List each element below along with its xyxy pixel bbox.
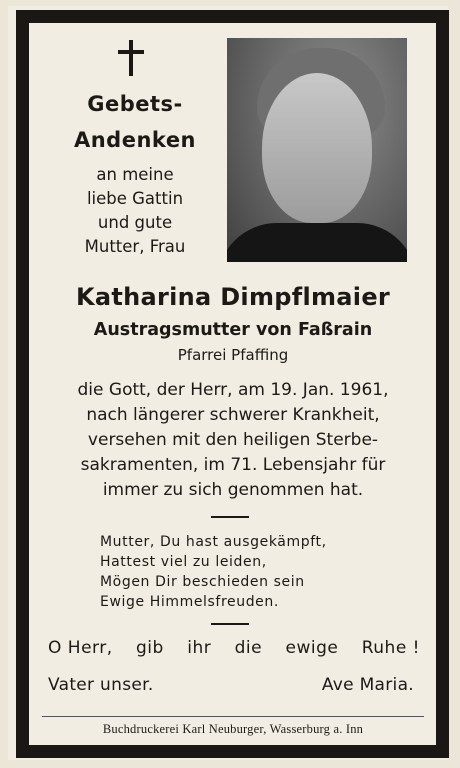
deceased-role: Austragsmutter von Faßrain [93,320,373,340]
body-line-3: versehen mit den heiligen Sterbe- [87,430,379,450]
intro-line-1: an meine [96,165,174,184]
parish: Pfarrei Pfaffing [177,346,289,364]
intro-line-4: Mutter, Frau [84,237,186,256]
divider-bottom [211,623,249,625]
closing-prayer [48,638,420,658]
intro-line-3: und gute [97,213,173,232]
deceased-name: Katharina Dimpflmaier [75,283,391,311]
closing-prayers [48,675,414,695]
footer-rule [42,716,424,717]
prayer-word-3: ihr [187,638,212,658]
prayer-word-4: die [234,638,263,658]
prayer-word-2: gib [136,638,164,658]
poem-line-1: Mutter, Du hast ausgekämpft, [100,534,327,550]
divider-top [211,516,249,518]
portrait-dress [227,223,407,262]
body-line-1: die Gott, der Herr, am 19. Jan. 1961, [77,380,389,400]
printer-imprint: Buchdruckerei Karl Neuburger, Wasserburg a. Inn [102,722,364,736]
vater-unser: Vater unser. [48,675,154,695]
body-line-5: immer zu sich genommen hat. [102,480,364,500]
body-line-4: sakramenten, im 71. Lebensjahr für [80,455,386,475]
portrait-face [262,73,372,223]
body-line-2: nach längerer schwerer Krankheit, [86,405,380,425]
prayer-word-1: O Herr, [48,638,113,658]
portrait-photo [227,38,407,262]
ave-maria: Ave Maria. [321,675,414,695]
cross-icon [118,40,144,76]
intro-line-2: liebe Gattin [86,189,184,208]
poem-line-3: Mögen Dir beschieden sein [100,574,305,590]
poem-line-2: Hattest viel zu leiden, [100,554,267,570]
heading-line-1: Gebets- [87,92,183,116]
prayer-word-6: Ruhe ! [361,638,420,658]
heading-line-2: Andenken [73,128,197,152]
prayer-word-5: ewige [285,638,339,658]
poem-line-4: Ewige Himmelsfreuden. [100,594,279,610]
